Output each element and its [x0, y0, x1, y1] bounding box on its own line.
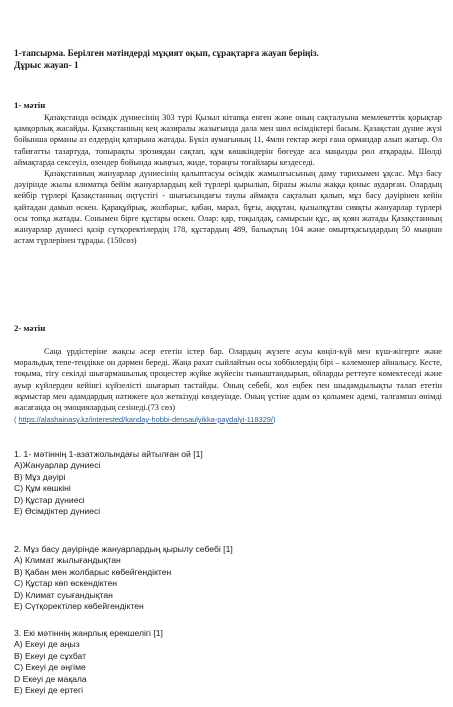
question-1-option-b: B) Мұз дәуірі: [14, 471, 66, 482]
question-1-option-c: C) Құм көшкіні: [14, 483, 71, 494]
question-2-option-d: D) Климат суығандықтан: [14, 589, 113, 600]
question-1: [14, 449, 442, 517]
link-close-paren: ): [272, 415, 276, 424]
correct-answer-label: Дұрыс жауап- 1: [14, 60, 79, 70]
text1-paragraph-2: Қазақстанның жануарлар дүниесінің қалыптасуы өсімдік жамылғысының даму тарихымен ұқсас. Мұз басу дәуірінде жылы климатқа бейім жануарлардың кей түрлері қырылып, бірazы жылы жаққа қоныс аударған. Олардың кейбір түрлері Қазақстанның оңтүстігі - шығысындағы таулы аймақта сақталып қалып, мұз басу дәуірінен кейін қайтадан дамып өскен. Қарақұйрық, жолбарыс, қабан, марал, бұғы, аққұтан, қызылқұтан сияқты жануарлар түрлері осы топқа жатады. Сонымен бірге құстары өскен. Олар: қар, тоқылдақ, самырсын құс, ақ қоян жатады Қазақстанның жануарлар дүниесі қазір сүтқоректілердің 178, құстардың 489, балықтың 104 және омыртқасыздардың 50 мыңнан астам түрлерінен тұрады. (150сөз): [14, 169, 442, 246]
question-3-option-b: B) Екеуі де сұхбат: [14, 650, 87, 661]
source-link[interactable]: https://alashainasy.kz/interested/kanday-hobbi-densaulyikka-paydalyi-118329/: [18, 415, 273, 424]
question-3-option-c: C) Екеуі де әңгіме: [14, 662, 86, 673]
question-2-option-c: C) Құстар көп өскендіктен: [14, 578, 118, 589]
text2-paragraph-1: Саңа үрдістеріне жақсы әсер ететін істер бар. Олардың жүзеге асуы көңіл-күй мен күш-жігерге және моральдық тепе-теңдікке он дәрмен береді. Жаңа рахат сыйлайтын осы хоббилердің бірі – кәлемөнер айналысу. Кесте, тоқыма, тігу секілді шығармашылық процестер жүйке жүйесін тыныштандырып, ойларды реттеуге көмектеседі және ауыр күйлерден кейінгі күйзелісті шығарып тастайды. Оның себебі, кол еңбек пен шыдамдылықты талап ететін жұмыстар мен адамдардың нәтижеге қол жеткізуді көздеуінде. Оның үстіне адам өз қолымен әдемі, талғампаз өнімді жасағанда оң эмоциялардың сезінеді.(73 сөз): [14, 347, 442, 413]
question-2-option-b: B) Қабан мен жолбарыс көбейгендіктен: [14, 566, 172, 577]
question-1-option-d: D) Құстар дүниесі: [14, 494, 85, 505]
question-3-option-d: D Екеуі де мақала: [14, 673, 87, 684]
text1-paragraph-1: Қазақстанда өсімдік дүниесінің 303 түрі Қызыл кітапқа енген және оның сақталуына мемлекеттік қорықтар қамқорлық жасайды. Қазақстанның кең жазиралы жазығында дала мен шөл өсімдіктері басым. Қазақстан дүние жүзі бойынша орманы аз елдердің қатарына жатады. Бүкіл аумағының 11, 4млн гектар жері ғана ормандар алып жатыр. Ол табиғатты тазартуда, топырақты эрозиядан сақтап, құм көшкіндерін бөгеуде аса маңызды рөл атқарады. Шөлді аймақтарда сексеуіл, өзендер бойында жыңғыл, жиде, тораңғы тоғайлары кездеседі.: [14, 113, 442, 167]
question-1-option-a: A)Жануарлар дүниесі: [14, 460, 101, 471]
text2-body: [14, 346, 442, 413]
text2-heading: 2- мәтін: [14, 323, 46, 333]
question-2-text: 2. Мұз басу дәуірінде жануарлардың қырылу себебі [1]: [14, 544, 233, 554]
link-open-paren: (: [14, 415, 17, 424]
question-2-option-a: A) Климат жылығандықтан: [14, 555, 121, 566]
source-link-line: [14, 414, 442, 425]
task-header: [14, 47, 442, 71]
question-3-text: 3. Екі мәтіннің жанрлық ерекшелігі [1]: [14, 628, 163, 638]
question-1-option-e: E) Өсімдіктер дүниесі: [14, 506, 101, 517]
question-3-option-e: E) Екеуі де ертегі: [14, 685, 84, 696]
question-3: [14, 628, 442, 696]
question-2-option-e: E) Сүтқоректілер көбейгендіктен: [14, 601, 144, 612]
question-3-option-a: A) Екеуі де аңыз: [14, 639, 80, 650]
text1-body: [14, 112, 442, 246]
text1-heading: 1- мәтін: [14, 100, 46, 110]
question-1-text: 1. 1- мәтіннің 1-азатжолындағы айтылған ой [1]: [14, 449, 203, 459]
task-title: 1-тапсырма. Берілген мәтіндерді мұқият оқып, сұрақтарға жауап беріңіз.: [14, 48, 319, 58]
question-2: [14, 544, 442, 612]
